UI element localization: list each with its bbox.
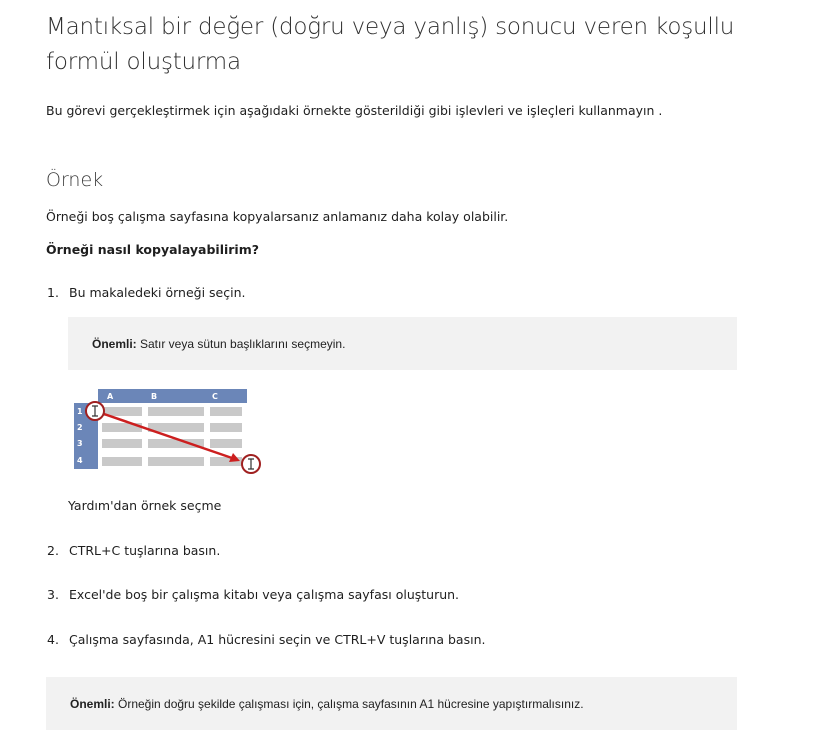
step-text: Bu makaledeki örneği seçin. xyxy=(69,285,246,300)
step-2 xyxy=(47,542,220,560)
row-header-2: 2 xyxy=(77,423,83,432)
note-text: Satır veya sütun başlıklarını seçmeyin. xyxy=(136,337,346,351)
note-label: Önemli: xyxy=(92,337,137,351)
text-cursor-icon xyxy=(242,455,260,473)
howto-heading: Örneği nasıl kopyalayabilirim? xyxy=(46,242,259,257)
row-header-3: 3 xyxy=(77,439,83,448)
step-1 xyxy=(47,284,245,302)
text-cursor-icon xyxy=(86,402,104,420)
step-text: Excel'de boş bir çalışma kitabı veya çalışma sayfası oluşturun. xyxy=(69,587,460,602)
important-note-2 xyxy=(46,677,737,730)
step-number: 3. xyxy=(47,587,59,602)
column-header-bar xyxy=(98,389,247,403)
step-3 xyxy=(47,586,459,604)
step-number: 4. xyxy=(47,632,59,647)
step-4 xyxy=(47,631,485,649)
step-text: Çalışma sayfasında, A1 hücresini seçin ve CTRL+V tuşlarına basın. xyxy=(69,632,486,647)
step-number: 2. xyxy=(47,543,59,558)
note-label: Önemli: xyxy=(70,697,115,711)
step-number: 1. xyxy=(47,285,59,300)
page-title: Mantıksal bir değer (doğru veya yanlış) sonucu veren koşullu formül oluşturma xyxy=(46,14,735,75)
row-header-4: 4 xyxy=(77,456,83,465)
example-selection-illustration xyxy=(72,387,267,477)
important-note-1 xyxy=(68,317,737,370)
article xyxy=(46,0,786,259)
col-header-b: B xyxy=(151,392,158,401)
row-header-1: 1 xyxy=(77,407,83,416)
example-heading: Örnek xyxy=(46,169,104,191)
col-header-a: A xyxy=(107,392,114,401)
intro-paragraph: Bu görevi gerçekleştirmek için aşağıdaki örnekte gösterildiği gibi işlevleri ve işleçleri kullanmayın . xyxy=(46,103,663,118)
selection-arrow xyxy=(104,414,232,458)
image-caption: Yardım'dan örnek seçme xyxy=(68,498,222,513)
note-text: Örneğin doğru şekilde çalışması için, çalışma sayfasının A1 hücresine yapıştırmalısınız. xyxy=(114,697,584,711)
col-header-c: C xyxy=(212,392,218,401)
step-text: CTRL+C tuşlarına basın. xyxy=(69,543,221,558)
example-paragraph: Örneği boş çalışma sayfasına kopyalarsanız anlamanız daha kolay olabilir. xyxy=(46,209,509,224)
